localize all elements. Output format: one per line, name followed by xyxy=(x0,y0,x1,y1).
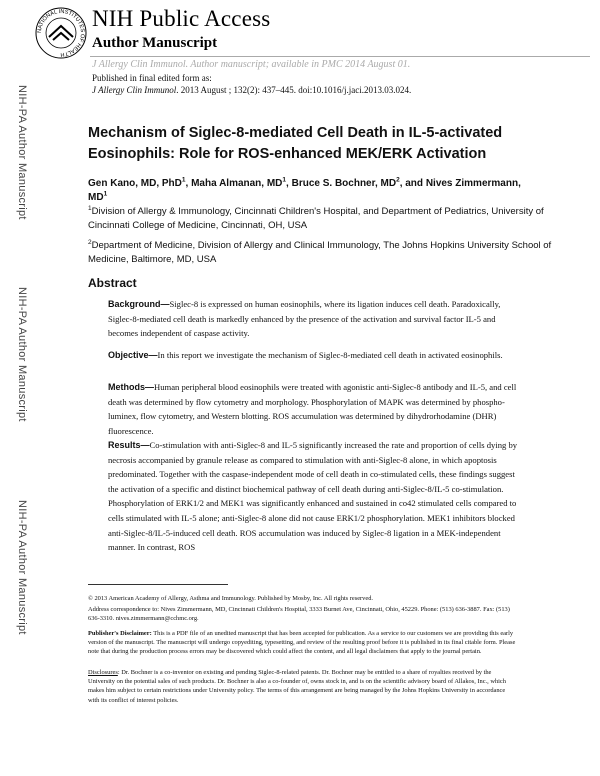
author-name: Bruce S. Bochner, MD xyxy=(291,178,397,189)
abstract-background xyxy=(108,297,524,341)
repository-title: NIH Public Access xyxy=(92,6,271,31)
copyright-note: © 2013 American Academy of Allergy, Asthma and Immunology. Published by Mosby, Inc. All rights reserved. xyxy=(88,595,373,602)
author-separator: , xyxy=(185,178,192,189)
affiliation xyxy=(88,205,558,233)
author-affiliation-marker: 2 xyxy=(396,176,400,184)
correspondence-address: Address correspondence to: Nives Zimmermann, MD, Cincinnati Children's Hospital, 3333 Burnet Ave, Cincinnati, Ohio, 45229. Phone: (513) 636-3887. Fax: (513) 636-3310. nives.zimmermann@cchmc.org. xyxy=(88,606,510,623)
author-name: Nives Zimmermann, MD xyxy=(88,178,521,203)
header-divider xyxy=(90,56,590,57)
citation xyxy=(92,85,411,95)
section-label: Background— xyxy=(108,299,170,309)
disclosures xyxy=(88,668,518,705)
side-label: NIH-PA Author Manuscript xyxy=(16,287,28,422)
footnote-divider xyxy=(88,584,228,585)
abstract-objective xyxy=(108,348,524,363)
citation-journal: J Allergy Clin Immunol xyxy=(92,85,177,95)
author-affiliation-marker: 1 xyxy=(181,176,186,184)
disclaimer-label: Publisher's Disclaimer: xyxy=(88,630,152,637)
disclosures-text: : Dr. Bochner is a co-inventor on existing and pending Siglec-8-related patents. Dr. Bochner may be entitled to a share of royalties received by the University on the potential sales of such products. Dr. Bochner is also a co-founder of, owns stock in, and is on the scientific advisory board of Allakos, Inc., which makes him subject to certain restrictions under University policy. The terms of this arrangement are being managed by the Johns Hopkins University in accordance with its conflict of interest policies. xyxy=(88,669,506,704)
author-separator: , and xyxy=(399,178,426,189)
section-text: Human peripheral blood eosinophils were treated with agonistic anti-Siglec-8 antibody and IL-5, and cell death was determined by flow cytometry and morphology. Phosphorylation of MAPK was determined by phospho-luminex, flow cytometry, and Western blotting. ROS accumulation was determined by dihydrorhodamine (DHR) fluorescence. xyxy=(108,382,517,436)
logo-ring-text: NATIONAL INSTITUTES OF HEALTH xyxy=(36,8,86,58)
section-label: Objective— xyxy=(108,350,158,360)
article-title: Mechanism of Siglec-8-mediated Cell Death in IL-5-activated Eosinophils: Role for ROS-enhanced MEK/ERK Activation xyxy=(88,125,503,162)
author-separator: , xyxy=(286,178,292,189)
section-text: Siglec-8 is expressed on human eosinophils, where its ligation induces cell death. Paradoxically, Siglec-8-mediated cell death is markedly enhanced by the presence of the activation and survival factor IL-5 and becomes independent of caspase activity. xyxy=(108,299,501,339)
section-text: In this report we investigate the mechanism of Siglec-8-mediated cell death in activated eosinophils. xyxy=(157,350,503,360)
abstract-results xyxy=(108,438,524,555)
nih-logo xyxy=(34,6,88,60)
affiliation-marker: 2 xyxy=(88,238,92,246)
section-label: Results— xyxy=(108,440,150,450)
affiliation-marker: 1 xyxy=(88,204,92,212)
manuscript-type: Author Manuscript xyxy=(92,35,218,51)
section-label: Methods— xyxy=(108,382,154,392)
author-affiliation-marker: 1 xyxy=(282,176,287,184)
author-list xyxy=(88,177,538,205)
affiliation-text: Division of Allergy & Immunology, Cincinnati Children's Hospital, and Department of Pediatrics, University of Cincinnati College of Medicine, Cincinnati, OH, USA xyxy=(88,206,544,231)
side-label: NIH-PA Author Manuscript xyxy=(16,500,28,635)
author-name: Maha Almanan, MD xyxy=(191,178,283,189)
availability-note: J Allergy Clin Immunol. Author manuscript; available in PMC 2014 August 01. xyxy=(92,59,411,70)
abstract-methods xyxy=(108,380,524,438)
author-affiliation-marker: 1 xyxy=(103,190,108,198)
affiliation-text: Department of Medicine, Division of Allergy and Clinical Immunology, The Johns Hopkins University School of Medicine, Baltimore, MD, USA xyxy=(88,240,552,265)
disclosures-label: Disclosures xyxy=(88,669,118,676)
affiliation xyxy=(88,239,558,267)
published-label: Published in final edited form as: xyxy=(92,73,212,83)
publisher-disclaimer xyxy=(88,629,518,657)
citation-details: . 2013 August ; 132(2): 437–445. doi:10.1016/j.jaci.2013.03.024. xyxy=(176,85,412,95)
section-text: Co-stimulation with anti-Siglec-8 and IL-5 significantly increased the rate and proportion of cells dying by necrosis accompanied by granule release as compared to stimulation with anti-Siglec-8 alone, in which apoptosis predominated. Together with the caspase-independent mode of cell death in co-stimulated cells, these findings suggest the activation of a specific and distinct biochemical pathway of cell death during anti-Siglec-8/IL-5 co-stimulation. Phosphorylation of ERK1/2 and MEK1 was significantly enhanced and sustained in co42 stimulated cells compared to cells stimulated with IL-5 alone; anti-Siglec-8 alone did not cause ERK1/2 phosphorylation. MEK1 inhibitors blocked anti-Siglec-8/IL-5-induced cell death. ROS accumulation was induced by Siglec-8 ligation in a MEK-independent manner. In contrast, ROS xyxy=(108,440,518,553)
author-name: Gen Kano, MD, PhD xyxy=(88,178,182,189)
side-label: NIH-PA Author Manuscript xyxy=(16,85,28,220)
disclaimer-text: This is a PDF file of an unedited manuscript that has been accepted for publication. As a service to our customers we are providing this early version of the manuscript. The manuscript will undergo copyediting, typesetting, and review of the resulting proof before it is published in its final citable form. Please note that during the production process errors may be discovered which could affect the content, and all legal disclaimers that apply to the journal pertain. xyxy=(88,630,516,656)
abstract-heading: Abstract xyxy=(88,276,137,290)
